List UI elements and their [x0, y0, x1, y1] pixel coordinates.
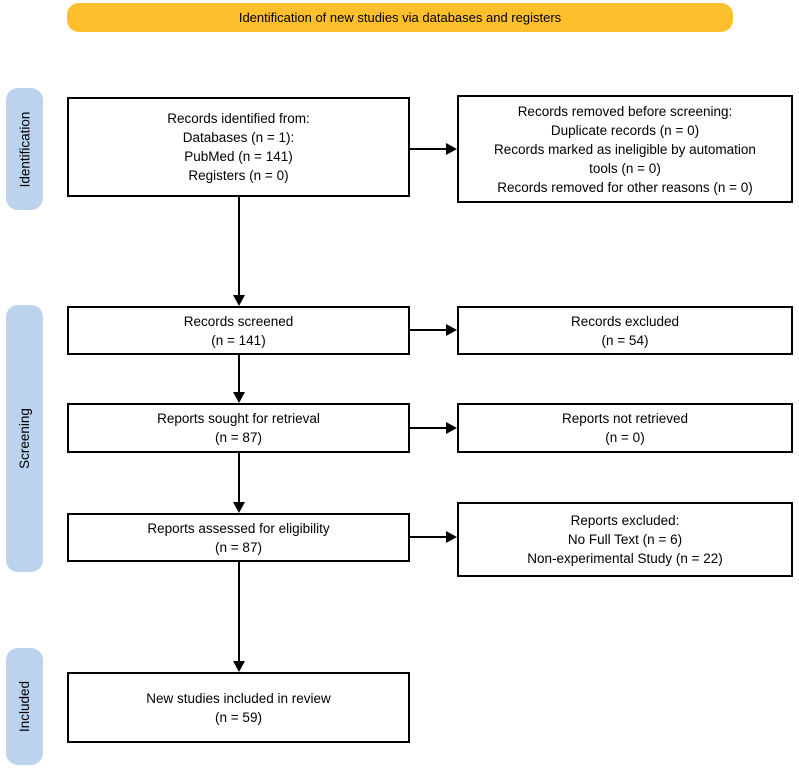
box-text-line: PubMed (n = 141): [184, 149, 293, 164]
stage-label-included-text: Included: [17, 680, 33, 733]
box-reports-assessed: [67, 513, 410, 562]
box-text-line: Registers (n = 0): [188, 168, 289, 183]
arrow-assessed-to-reports-excluded: [410, 531, 457, 543]
box-reports-sought: [67, 403, 410, 453]
box-text-line: Reports not retrieved: [561, 411, 689, 426]
box-text-line: (n = 141): [211, 332, 266, 348]
box-text-line: Reports sought for retrieval: [157, 411, 320, 426]
box-text-line: Reports assessed for eligibility: [147, 520, 330, 536]
box-text-line: Records removed for other reasons (n = 0): [497, 179, 753, 195]
arrow-sought-to-assessed: [233, 453, 245, 513]
box-text-line: (n = 87): [215, 539, 262, 555]
box-text-line: (n = 0): [605, 430, 645, 445]
box-text-line: (n = 59): [215, 709, 262, 725]
box-text-line: No Full Text (n = 6): [567, 532, 683, 547]
box-text-line: (n = 54): [601, 332, 649, 348]
stage-label-identification-text: Identification: [17, 111, 32, 187]
box-text-line: Records marked as ineligible by automation tools (n = 0): [494, 141, 756, 176]
arrow-identified-to-removed: [410, 143, 457, 155]
box-text-line: Databases (n = 1):: [182, 130, 295, 145]
box-records-screened: [67, 306, 410, 355]
box-text-line: Records identified from:: [167, 111, 310, 126]
stage-label-identification: [6, 88, 43, 210]
box-text-line: (n = 87): [215, 430, 262, 445]
arrow-assessed-to-included: [233, 562, 245, 672]
box-text-line: Records excluded: [570, 313, 680, 329]
box-reports-excluded: [457, 502, 793, 577]
box-text-line: Records removed before screening:: [517, 103, 733, 119]
stage-label-included: [6, 648, 43, 765]
title-banner: [67, 3, 733, 32]
box-text-line: Records screened: [183, 313, 294, 329]
box-text-line: Non-experimental Study (n = 22): [527, 551, 723, 566]
title-banner-label: Identification of new studies via databases and registers: [238, 10, 562, 25]
stage-label-screening: [6, 305, 43, 572]
box-records-removed: [457, 95, 793, 203]
box-records-excluded: [457, 306, 793, 355]
box-reports-not-retrieved: [457, 403, 793, 453]
box-text-line: Duplicate records (n = 0): [550, 122, 700, 138]
stage-label-screening-text: Screening: [17, 408, 33, 469]
box-text-line: Reports excluded:: [570, 513, 680, 528]
arrow-screened-to-sought: [233, 355, 245, 403]
arrow-screened-to-excluded: [410, 324, 457, 336]
box-new-studies-included: [67, 672, 410, 743]
box-text-line: New studies included in review: [146, 690, 331, 706]
arrow-sought-to-not-retrieved: [410, 422, 457, 434]
box-records-identified: [67, 97, 410, 197]
arrow-identified-to-screened: [233, 197, 245, 306]
